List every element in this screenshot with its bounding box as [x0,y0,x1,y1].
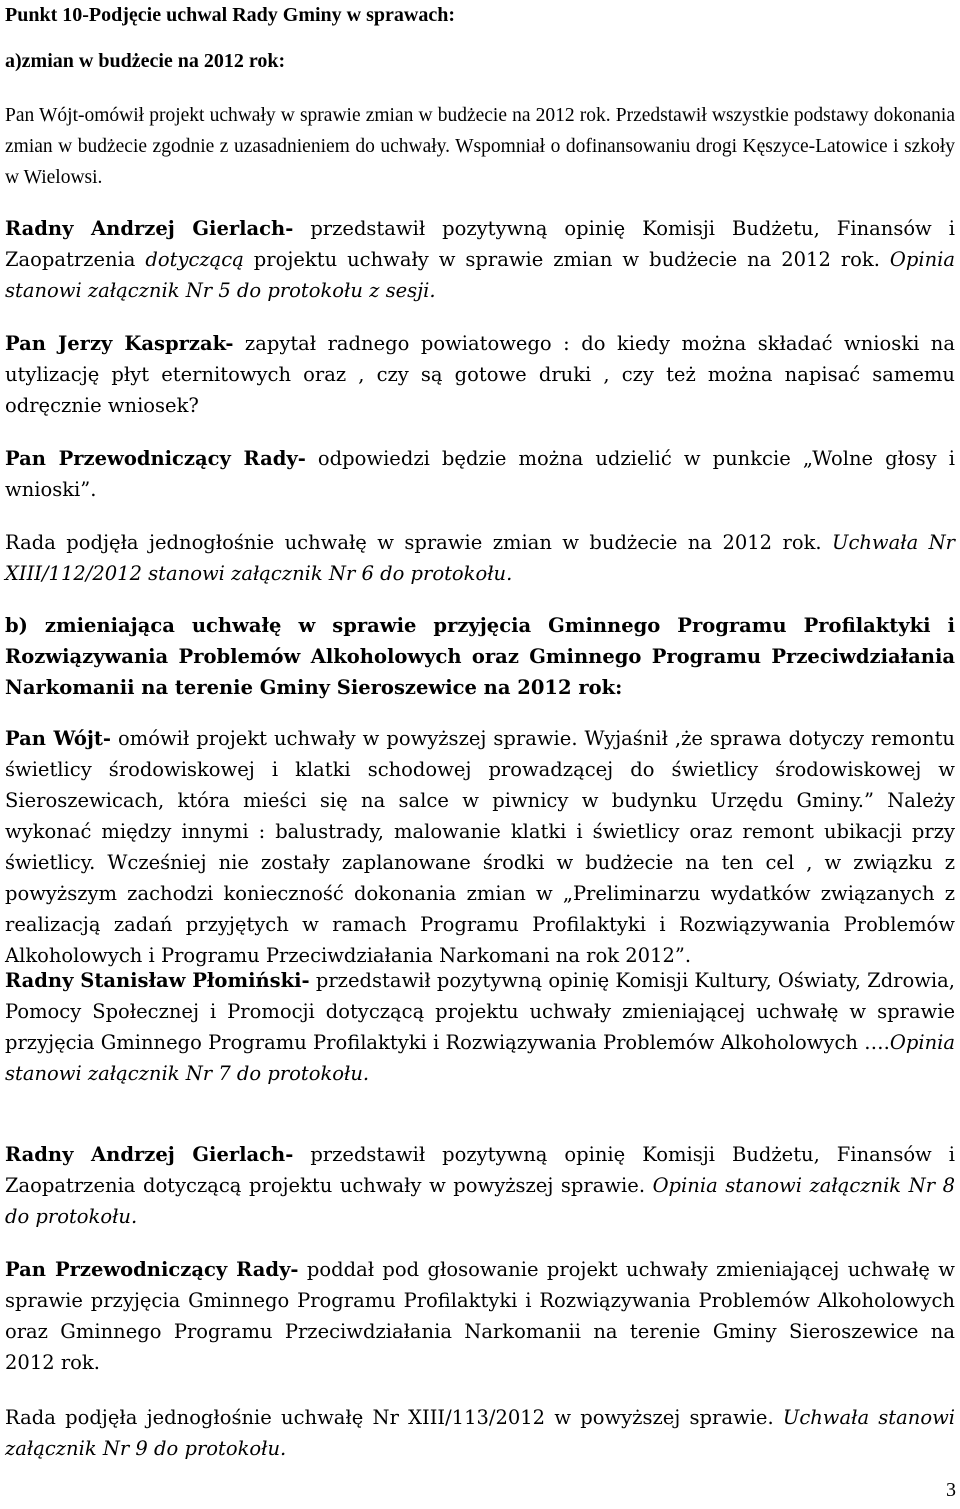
speaker-name: Pan Wójt- [5,727,112,750]
paragraph-wojt-budget [5,100,955,193]
attachment-note: Opinia stanowi załącznik Nr 8 do protokołu. [5,1174,955,1228]
paragraph-text: Rada podjęła jednogłośnie uchwałę Nr XIII/113/2012 w powyższej sprawie. [5,1406,783,1429]
paragraph-text: poddał pod głosowanie projekt uchwały zmieniającej uchwałę w sprawie przyjęcia Gminnego Programu Profilaktyki i Rozwiązywania Problemów Alkoholowych oraz Gminnego Programu Przeciwdziałania Narkomanii na terenie Gminy Sieroszewice na 2012 rok. [5,1258,956,1374]
italic-word: dotyczącą [145,248,244,271]
paragraph-text: odpowiedzi będzie można udzielić w punkcie „Wolne głosy i wnioski”. [5,447,955,501]
paragraph-text: przedstawił pozytywną opinię Komisji Kultury, Oświaty, Zdrowia, Pomocy Społecznej i Promocji dotyczącą projektu uchwały zmieniającej uchwałę w sprawie przyjęcia Gminnego Programu Profilaktyki i Rozwiązywania Problemów Alkoholowych …. [5,969,955,1054]
paragraph-resolution-113 [5,1402,955,1464]
speaker-name: Radny Andrzej Gierlach- [5,1143,294,1166]
paragraph-text: omówił projekt uchwały w powyższej sprawie. Wyjaśnił ,że sprawa dotyczy remontu świetlicy środowiskowej i klatki schodowej prowadzącej do świetlicy środowiskowej w Sieroszewicach, która mieści się na salce w piwnicy w budynku Urzędu Gminy.” Należy wykonać między innymi : balustrady, malowanie klatki i świetlicy oraz remont ubikacji przy świetlicy. Wcześniej nie zostały zaplanowane środki w budżecie na ten cel , w związku z powyższym zachodzi konieczność dokonania zmian w „Preliminarzu wydatków związanych z realizacją zadań przyjętych w ramach Programu Profilaktyki i Rozwiązywania Problemów Alkoholowych i Programu Przeciwdziałania Narkomani na rok 2012”. [5,727,955,967]
agenda-item-title: Punkt 10-Podjęcie uchwal Rady Gminy w sprawach: [5,4,456,26]
paragraph-gierlach-opinion-2 [5,1139,955,1232]
paragraph-wojt-explanation [5,723,955,971]
speaker-name: Radny Andrzej Gierlach- [5,217,294,240]
paragraph-chairman-answer [5,443,955,505]
paragraph-text: przedstawił pozytywną opinię Komisji Budżetu, Finansów i Zaopatrzenia dotyczącą projektu uchwały w powyższej sprawie. [5,1143,955,1197]
speaker-name: Pan Przewodniczący Rady- [5,447,306,470]
speaker-name: Pan Przewodniczący Rady- [5,1258,299,1281]
paragraph-text: przedstawił pozytywną opinię Komisji Budżetu, Finansów i Zaopatrzenia [5,217,955,271]
paragraph-gierlach-opinion [5,213,955,306]
attachment-note: Uchwała Nr XIII/112/2012 stanowi załącznik Nr 6 do protokołu. [5,531,955,585]
paragraph-text: projektu uchwały w sprawie zmian w budżecie na 2012 rok. [243,248,890,271]
paragraph-text: Rada podjęła jednogłośnie uchwałę w sprawie zmian w budżecie na 2012 rok. [5,531,833,554]
speaker-name: Radny Stanisław Płomiński- [5,969,310,992]
attachment-note: Uchwała stanowi załącznik Nr 9 do protokołu. [5,1406,955,1460]
page-number: 3 [946,1479,956,1501]
section-title-text: b) zmieniająca uchwałę w sprawie przyjęcia Gminnego Programu Profilaktyki i Rozwiązywania Problemów Alkoholowych oraz Gminnego Programu Przeciwdziałania Narkomanii na terenie Gminy Sieroszewice na 2012 rok: [5,614,955,699]
paragraph-chairman-vote [5,1254,955,1378]
paragraph-resolution-112 [5,527,955,589]
attachment-note: Opinia stanowi załącznik Nr 7 do protokołu. [5,1031,955,1085]
attachment-note: Opinia stanowi załącznik Nr 5 do protokołu z sesji. [5,248,955,302]
paragraph-plominski-opinion [5,965,955,1089]
paragraph-text: zapytał radnego powiatowego : do kiedy można składać wnioski na utylizację płyt eternitowych oraz , czy są gotowe druki , czy też można napisać samemu odręcznie wniosek? [5,332,955,417]
paragraph-text: Pan Wójt-omówił projekt uchwały w sprawie zmian w budżecie na 2012 rok. Przedstawił wszystkie podstawy dokonania zmian w budżecie zgodnie z uzasadnieniem do uchwały. Wspomniał o dofinansowaniu drogi Kęszyce-Latowice i szkoły w Wielowsi. [5,105,955,188]
paragraph-kasprzak-question [5,328,955,421]
section-b-title [5,610,955,703]
speaker-name: Pan Jerzy Kasprzak- [5,332,234,355]
agenda-subitem-title: a)zmian w budżecie na 2012 rok: [5,50,286,72]
